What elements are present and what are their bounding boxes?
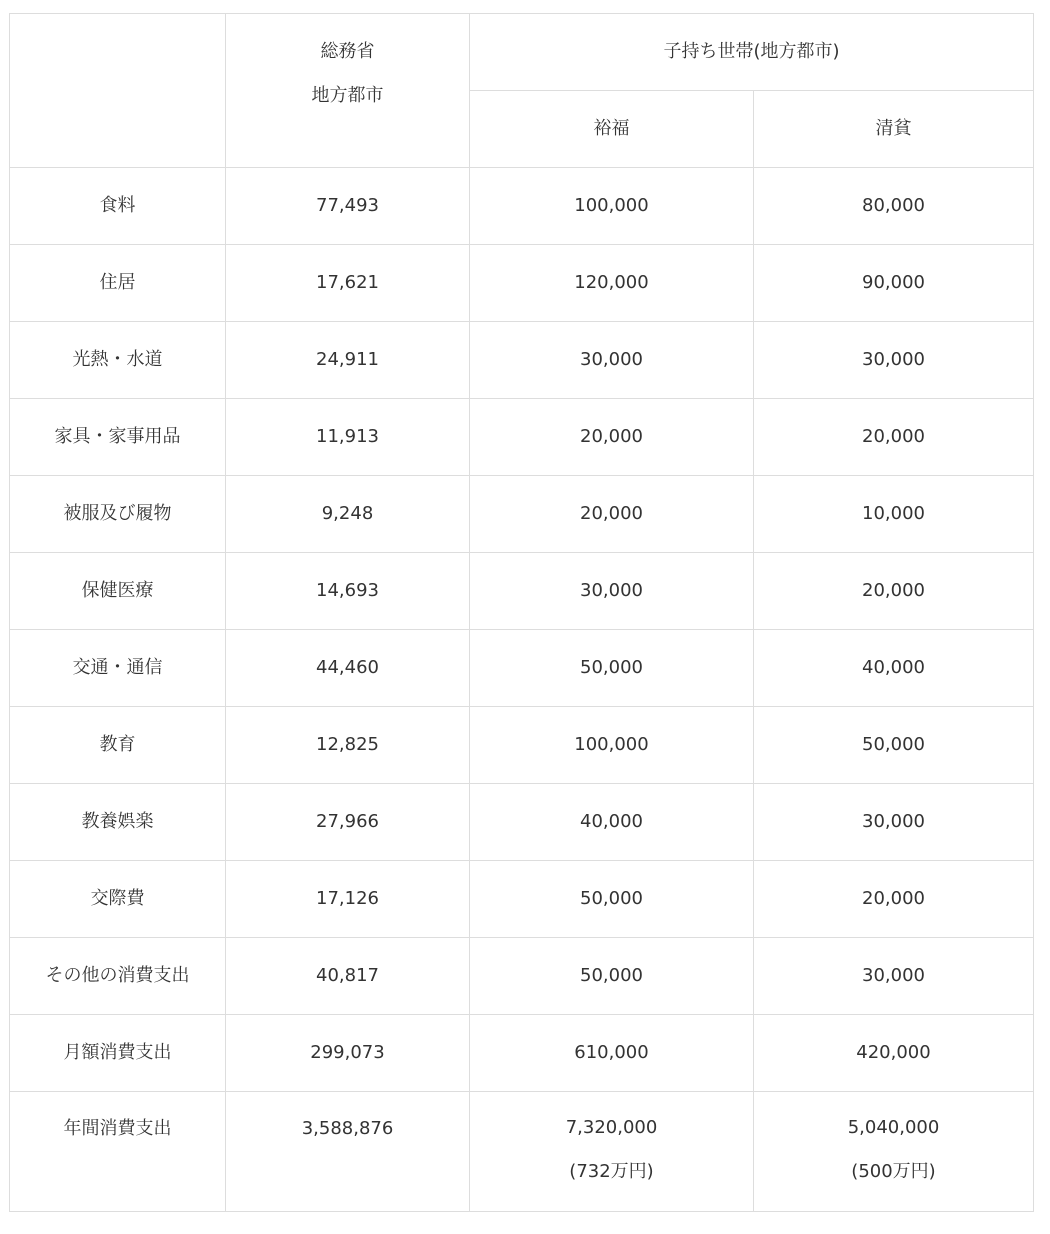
ministry-value: 9,248 [226, 476, 470, 553]
household-expense-table [9, 13, 1034, 1212]
row-label: 教育 [10, 707, 226, 784]
header-ministry-line1: 総務省 [320, 41, 375, 62]
ministry-value: 24,911 [226, 322, 470, 399]
table-row [10, 630, 1034, 707]
annual-wealthy-value: 7,320,000 [565, 1117, 658, 1138]
ministry-value: 17,621 [226, 245, 470, 322]
ministry-value: 12,825 [226, 707, 470, 784]
ministry-value: 17,126 [226, 861, 470, 938]
row-label: 家具・家事用品 [10, 399, 226, 476]
header-empty-cell [10, 14, 226, 168]
frugal-value: 10,000 [754, 476, 1034, 553]
table-row [10, 784, 1034, 861]
row-label: 光熱・水道 [10, 322, 226, 399]
wealthy-value: 50,000 [470, 630, 754, 707]
row-label: 月額消費支出 [10, 1015, 226, 1092]
frugal-value: 420,000 [754, 1015, 1034, 1092]
ministry-value: 11,913 [226, 399, 470, 476]
household-expense-table-container [9, 13, 1034, 1212]
header-ministry [226, 14, 470, 168]
frugal-value: 80,000 [754, 168, 1034, 245]
table-row [10, 168, 1034, 245]
annual-frugal-value: 5,040,000 [847, 1117, 940, 1138]
wealthy-value: 100,000 [470, 168, 754, 245]
ministry-value: 44,460 [226, 630, 470, 707]
table-row [10, 938, 1034, 1015]
frugal-value: 20,000 [754, 399, 1034, 476]
ministry-value: 77,493 [226, 168, 470, 245]
annual-wealthy-cell [470, 1092, 754, 1212]
row-label: 住居 [10, 245, 226, 322]
ministry-value: 40,817 [226, 938, 470, 1015]
wealthy-value: 100,000 [470, 707, 754, 784]
row-label: 交通・通信 [10, 630, 226, 707]
row-label: 交際費 [10, 861, 226, 938]
annual-wealthy-note: (732万円) [569, 1161, 654, 1182]
table-row [10, 553, 1034, 630]
table-row [10, 399, 1034, 476]
annual-ministry-value: 3,588,876 [226, 1092, 470, 1212]
annual-label: 年間消費支出 [10, 1092, 226, 1212]
frugal-value: 20,000 [754, 861, 1034, 938]
frugal-value: 50,000 [754, 707, 1034, 784]
table-row [10, 861, 1034, 938]
wealthy-value: 20,000 [470, 399, 754, 476]
header-wealthy: 裕福 [470, 91, 754, 168]
header-row-1 [10, 14, 1034, 91]
ministry-value: 14,693 [226, 553, 470, 630]
annual-row [10, 1092, 1034, 1212]
wealthy-value: 20,000 [470, 476, 754, 553]
frugal-value: 30,000 [754, 784, 1034, 861]
ministry-value: 27,966 [226, 784, 470, 861]
frugal-value: 30,000 [754, 938, 1034, 1015]
row-label: 保健医療 [10, 553, 226, 630]
wealthy-value: 50,000 [470, 938, 754, 1015]
row-label: 食料 [10, 168, 226, 245]
wealthy-value: 30,000 [470, 553, 754, 630]
header-frugal: 清貧 [754, 91, 1034, 168]
frugal-value: 30,000 [754, 322, 1034, 399]
ministry-value: 299,073 [226, 1015, 470, 1092]
frugal-value: 20,000 [754, 553, 1034, 630]
row-label: 被服及び履物 [10, 476, 226, 553]
wealthy-value: 610,000 [470, 1015, 754, 1092]
header-group: 子持ち世帯(地方都市) [470, 14, 1034, 91]
frugal-value: 40,000 [754, 630, 1034, 707]
header-ministry-line2: 地方都市 [311, 85, 384, 106]
table-row [10, 322, 1034, 399]
annual-frugal-cell [754, 1092, 1034, 1212]
wealthy-value: 50,000 [470, 861, 754, 938]
wealthy-value: 40,000 [470, 784, 754, 861]
frugal-value: 90,000 [754, 245, 1034, 322]
wealthy-value: 120,000 [470, 245, 754, 322]
row-label: その他の消費支出 [10, 938, 226, 1015]
row-label: 教養娯楽 [10, 784, 226, 861]
table-row [10, 1015, 1034, 1092]
table-row [10, 476, 1034, 553]
table-row [10, 707, 1034, 784]
table-row [10, 245, 1034, 322]
wealthy-value: 30,000 [470, 322, 754, 399]
annual-frugal-note: (500万円) [851, 1161, 936, 1182]
